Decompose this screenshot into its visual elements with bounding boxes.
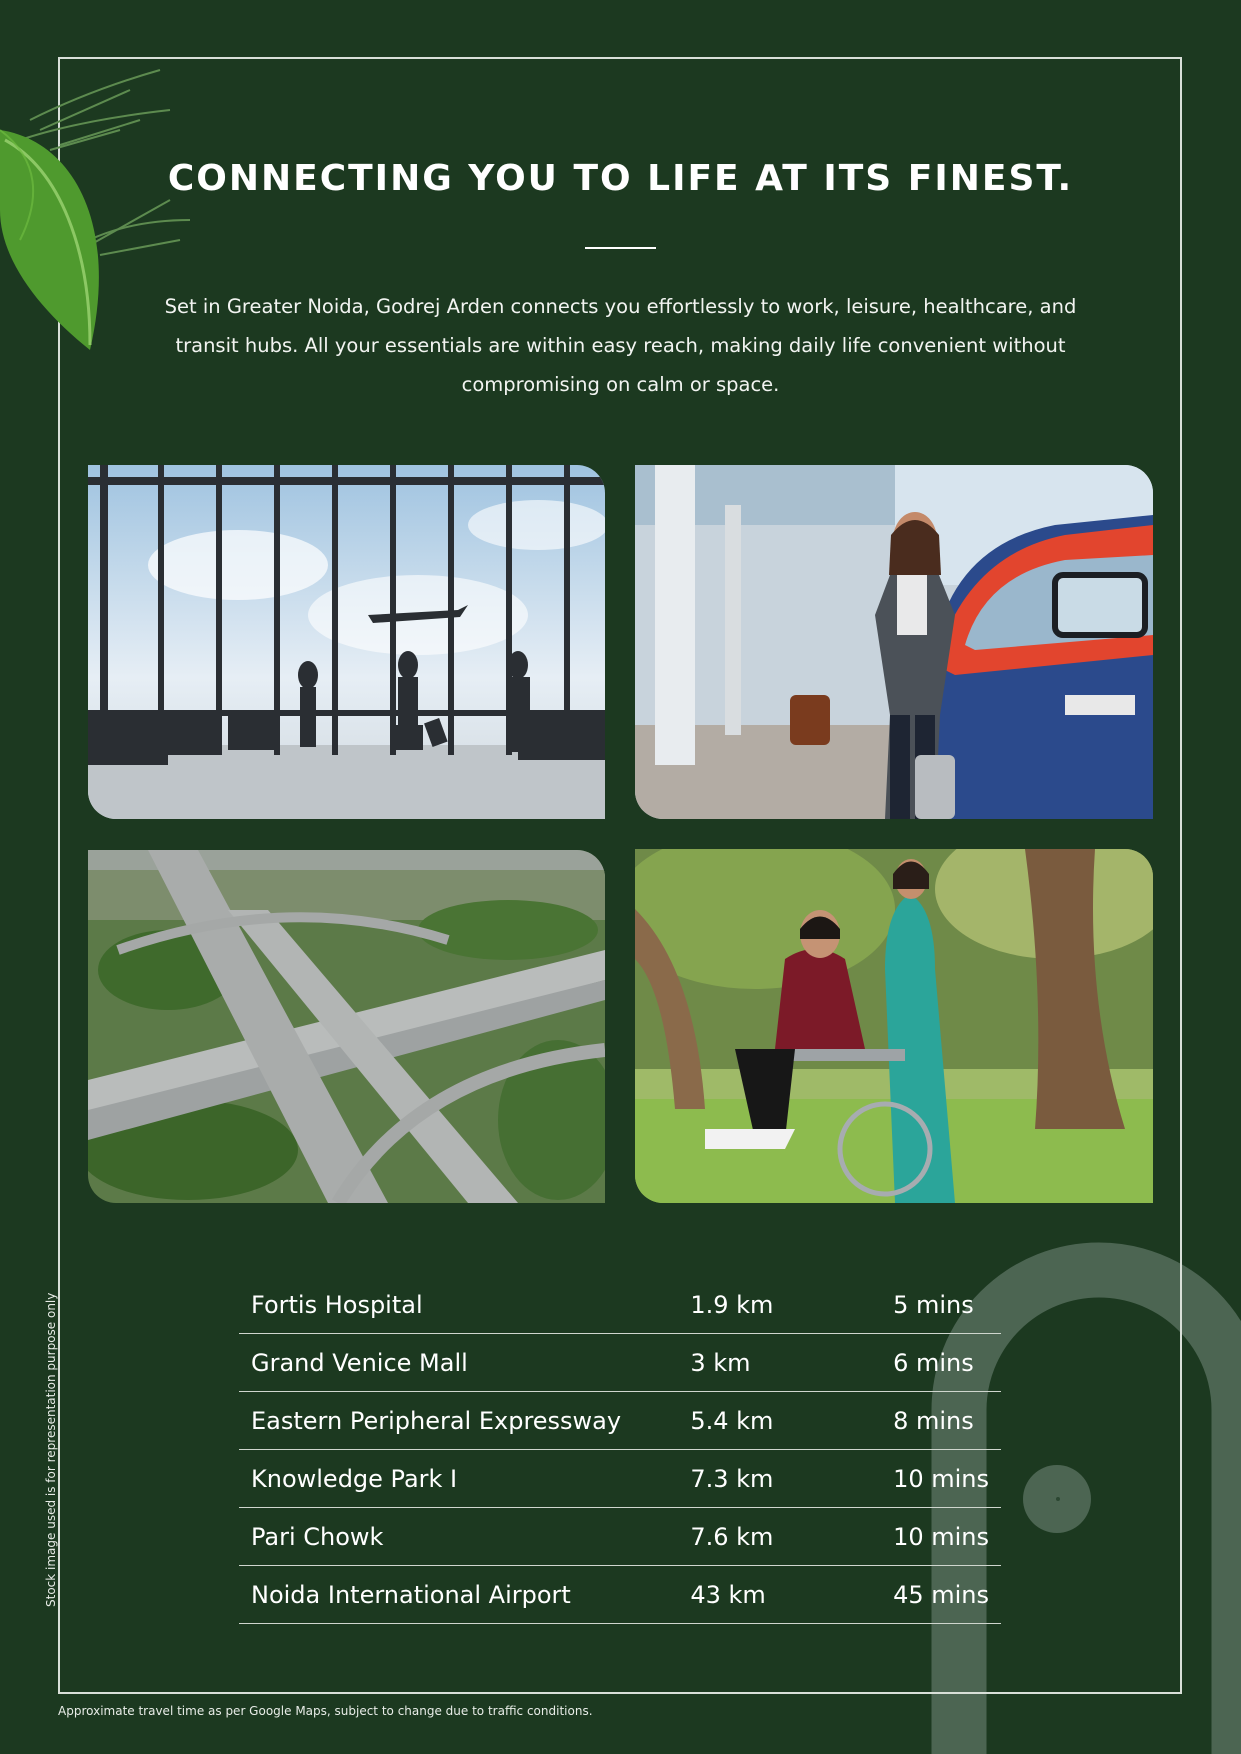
- stock-image-disclaimer: Stock image used is for representation purpose only: [44, 1292, 58, 1607]
- distance-km: 43 km: [682, 1566, 881, 1624]
- table-row: [239, 1334, 1001, 1392]
- travel-time: 45 mins: [881, 1566, 1001, 1624]
- place-name: Grand Venice Mall: [239, 1334, 682, 1392]
- distance-km: 5.4 km: [682, 1392, 881, 1450]
- distance-km: 7.3 km: [682, 1450, 881, 1508]
- table-row: [239, 1276, 1001, 1334]
- table-row: [239, 1566, 1001, 1624]
- travel-time-footnote: Approximate travel time as per Google Maps, subject to change due to traffic conditions.: [58, 1704, 593, 1718]
- distance-km: 3 km: [682, 1334, 881, 1392]
- travel-time: 10 mins: [881, 1450, 1001, 1508]
- place-name: Noida International Airport: [239, 1566, 682, 1624]
- table-row: [239, 1508, 1001, 1566]
- hospital-park-photo: [635, 849, 1153, 1203]
- page-title: CONNECTING YOU TO LIFE AT ITS FINEST.: [167, 158, 1074, 199]
- place-name: Eastern Peripheral Expressway: [239, 1392, 682, 1450]
- table-row: [239, 1392, 1001, 1450]
- place-name: Fortis Hospital: [239, 1276, 682, 1334]
- travel-time: 6 mins: [881, 1334, 1001, 1392]
- travel-time: 8 mins: [881, 1392, 1001, 1450]
- distance-table: [239, 1276, 1001, 1624]
- train-station-photo: [635, 465, 1153, 819]
- distance-km: 1.9 km: [682, 1276, 881, 1334]
- highway-interchange-photo: [88, 850, 605, 1203]
- intro-paragraph: Set in Greater Noida, Godrej Arden connects you effortlessly to work, leisure, healthcare, and transit hubs. All your essentials are within easy reach, making daily life convenient without compromising on calm or space.: [164, 295, 1077, 396]
- table-row: [239, 1450, 1001, 1508]
- travel-time: 5 mins: [881, 1276, 1001, 1334]
- airport-terminal-photo: [88, 465, 605, 819]
- place-name: Knowledge Park I: [239, 1450, 682, 1508]
- distance-km: 7.6 km: [682, 1508, 881, 1566]
- travel-time: 10 mins: [881, 1508, 1001, 1566]
- place-name: Pari Chowk: [239, 1508, 682, 1566]
- title-divider: [585, 247, 656, 249]
